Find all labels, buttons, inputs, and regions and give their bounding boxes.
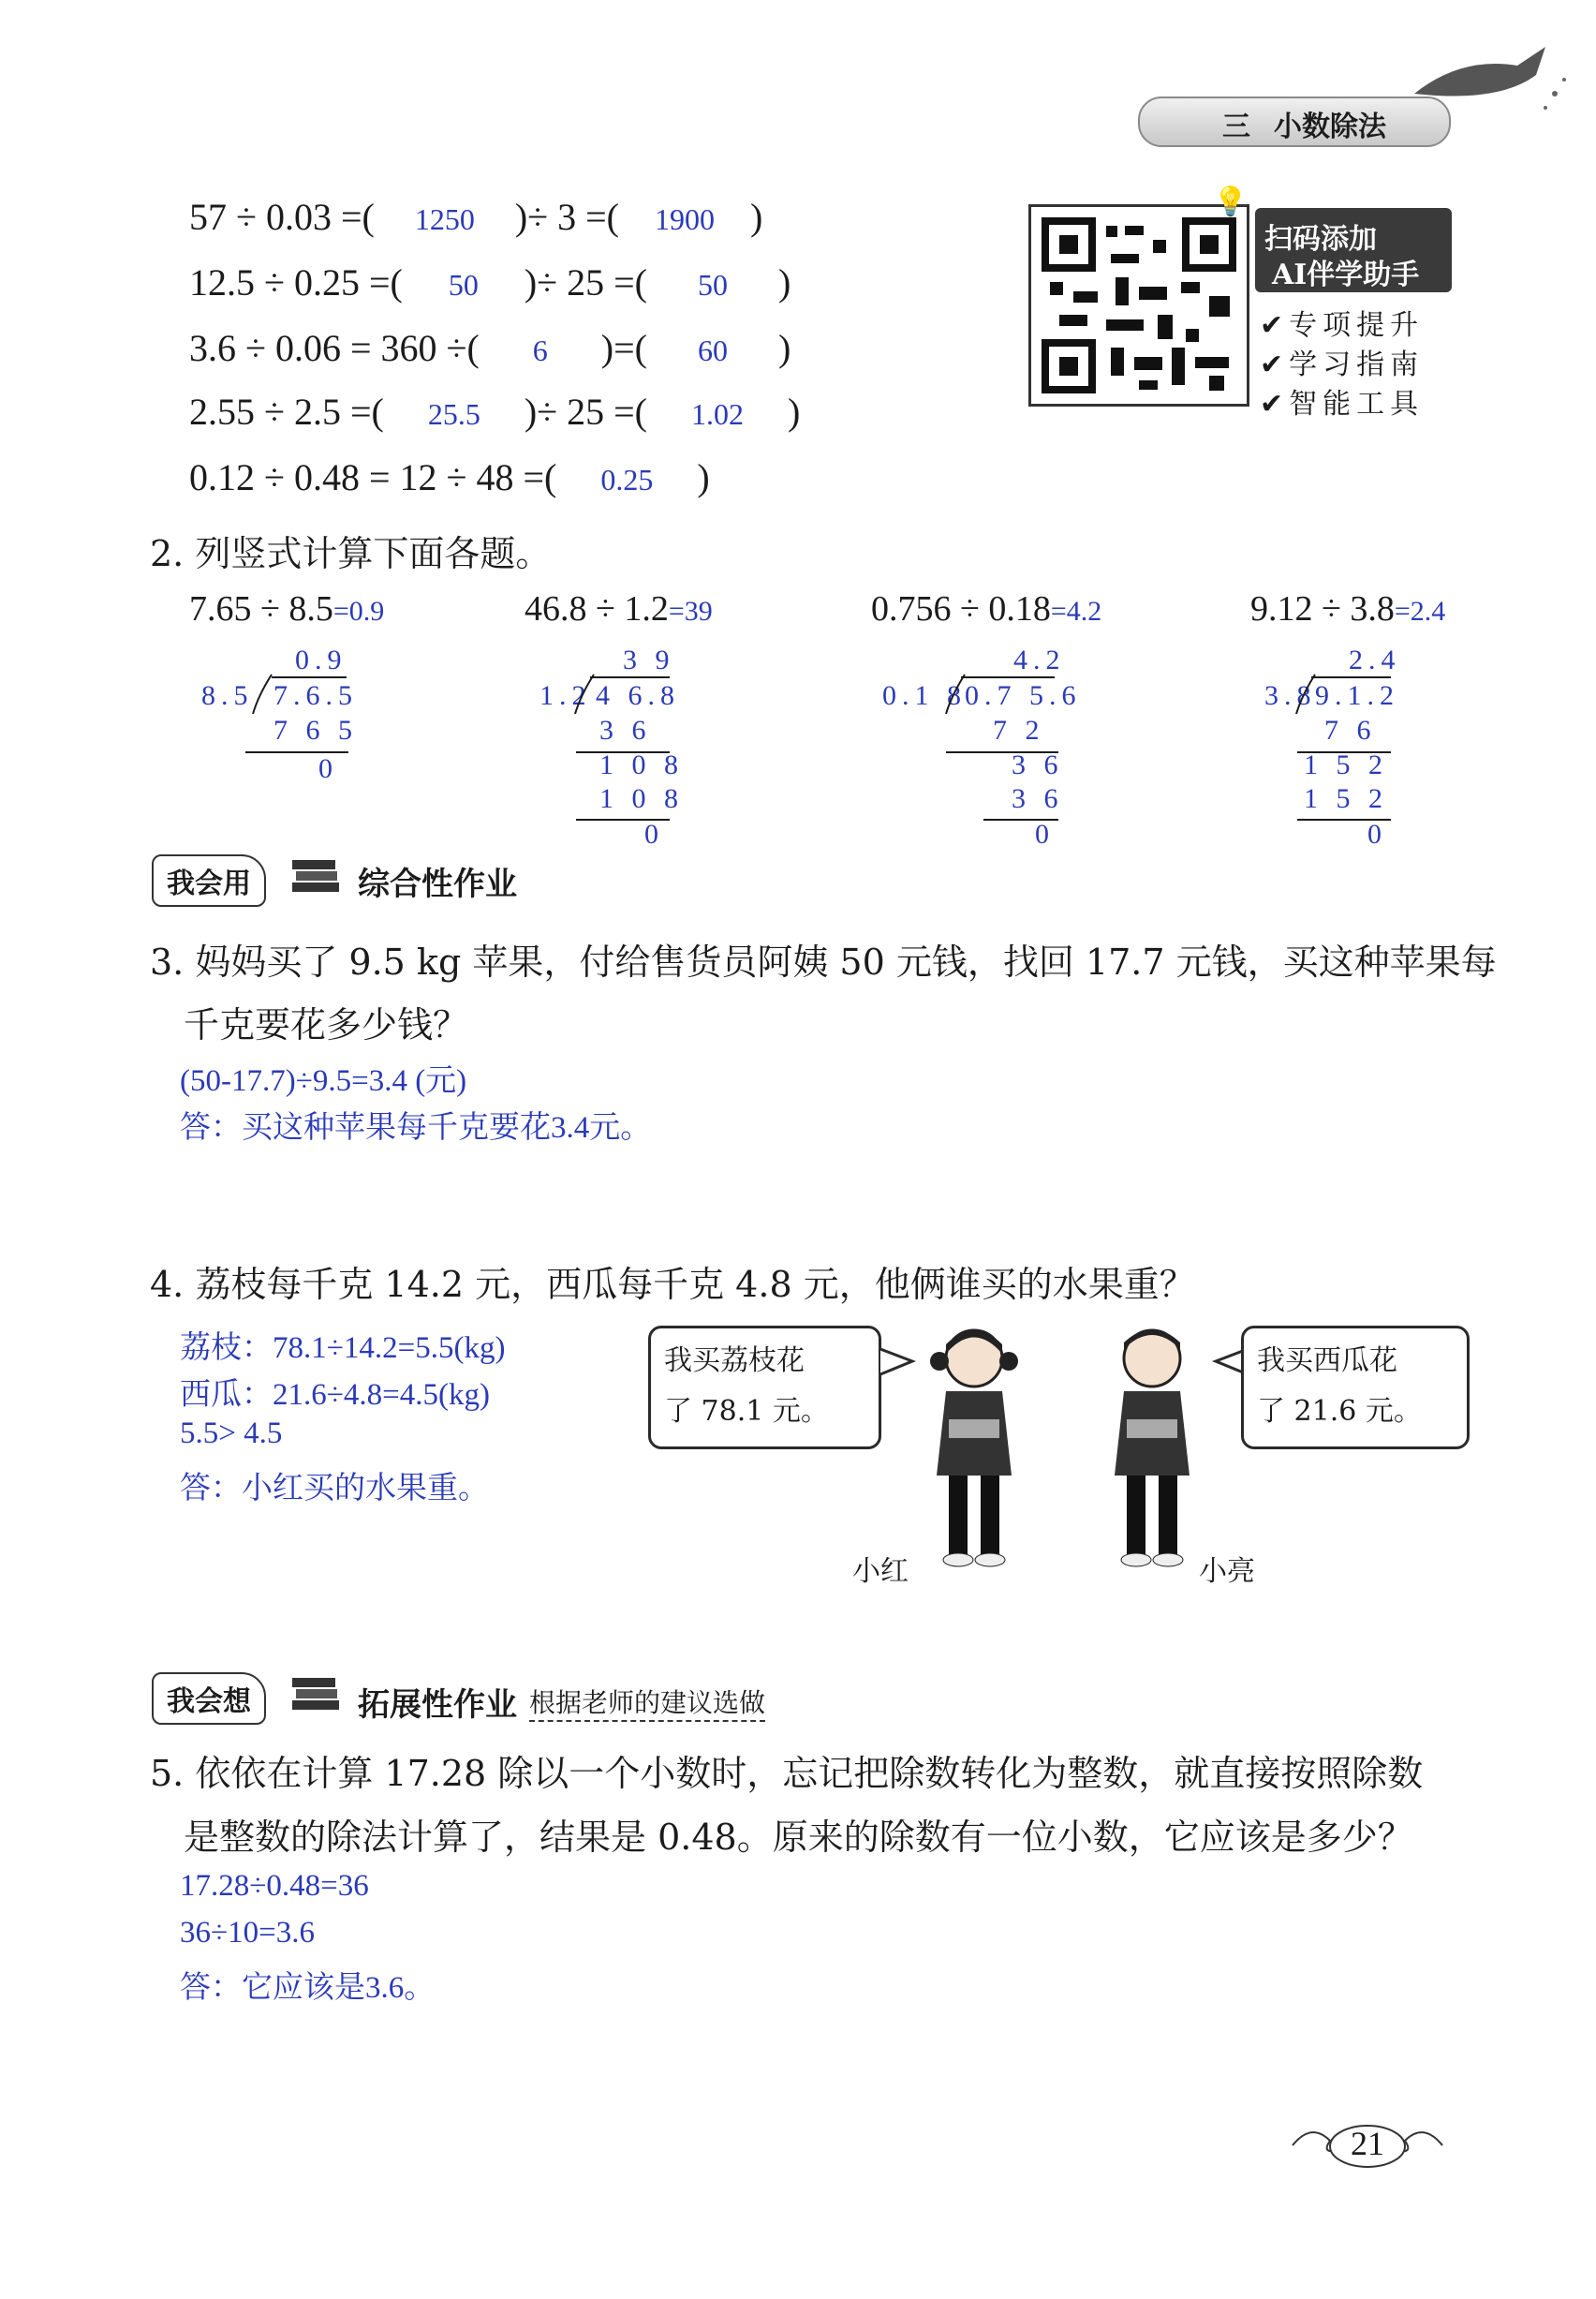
q1-row-2-end: )	[778, 261, 791, 304]
q1-row-3-end: )	[778, 327, 791, 369]
q1-row-3	[189, 326, 791, 370]
q5-line2: 是整数的除法计算了，结果是 0.48。原来的除数有一位小数，它应该是多少？	[184, 1817, 1413, 1858]
check-icon: ✔	[1260, 349, 1290, 381]
q2-p4-result: =2.4	[1394, 596, 1446, 627]
q2-p3-dividend: 0.7 5.6	[965, 680, 1082, 711]
q2-title: 2. 列竖式计算下面各题。	[150, 533, 552, 574]
q2-p2-step1: 3 6	[599, 715, 652, 746]
q4-answer-3: 5.5> 4.5	[180, 1416, 283, 1450]
q2-p3-step3: 3 6	[1012, 783, 1064, 814]
q2-p3-step2: 3 6	[1012, 749, 1064, 780]
q1-row-3-expr: 3.6 ÷ 0.06 = 360 ÷(	[189, 327, 480, 369]
q1-row-5-end: )	[697, 456, 710, 498]
q1-row-2-mid: )÷ 25 =(	[524, 261, 647, 304]
q1-row-5-expr: 0.12 ÷ 0.48 = 12 ÷ 48 =(	[189, 456, 557, 498]
q2-p1-bar	[272, 676, 347, 678]
girl-speech-line1: 我买荔枝花	[664, 1344, 805, 1377]
q2-p4-expr: 9.12 ÷ 3.8=2.4	[1250, 589, 1446, 629]
q2-p3-divisor: 0.1 8	[882, 680, 967, 711]
boy-figure	[1091, 1316, 1213, 1578]
q1-row-1	[189, 195, 762, 239]
q2-p1-expr: 7.65 ÷ 8.5=0.9	[189, 589, 385, 629]
q3-line2: 千克要花多少钱？	[184, 1004, 469, 1046]
girl-speech-line2: 了 78.1 元。	[664, 1395, 829, 1428]
q4-answer-2: 西瓜：21.6÷4.8=4.5(kg)	[180, 1378, 490, 1412]
q1-row-3-answer1: 6	[532, 334, 548, 367]
q3-answer-2: 答：买这种苹果每千克要花3.4元。	[180, 1111, 652, 1145]
q4-line1: 4. 荔枝每千克 14.2 元，西瓜每千克 4.8 元，他俩谁买的水果重？	[150, 1264, 1195, 1305]
q2-p4-step3: 1 5 2	[1304, 783, 1388, 814]
q2-p4-divisor: 3.8	[1264, 680, 1317, 711]
lightbulb-icon: 💡	[1213, 185, 1249, 218]
q1-row-4-expr: 2.55 ÷ 2.5 =(	[189, 391, 384, 433]
boy-speech-line2: 了 21.6 元。	[1257, 1395, 1422, 1428]
section-think-badge: 我会想	[152, 1672, 266, 1725]
q2-p2-step2: 1 0 8	[599, 749, 684, 780]
section-use-badge: 我会用	[152, 854, 266, 907]
q2-p3-result: =4.2	[1050, 596, 1102, 627]
girl-name: 小红	[852, 1555, 909, 1588]
q2-p2-bracket	[573, 673, 598, 719]
q2-p1-result: =0.9	[332, 596, 385, 627]
q2-p4-quotient: 2.4	[1349, 645, 1401, 675]
q2-p2-quotient: 3 9	[623, 645, 675, 675]
q5-answer-1: 17.28÷0.48=36	[180, 1869, 369, 1903]
q1-row-2-expr: 12.5 ÷ 0.25 =(	[189, 261, 403, 304]
q2-p4-step1: 7 6	[1324, 715, 1377, 746]
girl-speech-bubble	[648, 1326, 881, 1449]
books-icon	[288, 1672, 343, 1719]
q1-row-2-answer2: 50	[698, 268, 728, 302]
qr-feature-3: ✔智能工具	[1260, 388, 1425, 421]
q1-row-4-mid: )÷ 25 =(	[524, 391, 647, 433]
q5-answer-2: 36÷10=3.6	[180, 1916, 315, 1950]
q2-p2-result: =39	[668, 596, 713, 627]
girl-bubble-tail	[880, 1344, 918, 1386]
section-think-label: 拓展性作业	[358, 1686, 517, 1724]
boy-name: 小亮	[1199, 1555, 1255, 1588]
q1-row-5-answer1: 0.25	[600, 463, 654, 497]
q2-p2-step4: 0	[644, 819, 664, 850]
q2-p2-bar	[590, 676, 670, 678]
qr-feature-2: ✔学习指南	[1260, 349, 1425, 381]
q2-p1-step2: 0	[318, 753, 338, 784]
check-icon: ✔	[1260, 309, 1290, 342]
q2-p4-step2: 1 5 2	[1304, 749, 1388, 780]
q2-p3-expr: 0.756 ÷ 0.18=4.2	[871, 589, 1102, 629]
q2-p4-bar	[1311, 676, 1391, 678]
q1-row-1-mid: )÷ 3 =(	[514, 196, 619, 238]
boy-speech-line1: 我买西瓜花	[1257, 1344, 1397, 1377]
q1-row-5	[189, 455, 710, 499]
q2-p2-step3: 1 0 8	[599, 783, 684, 814]
q2-p1-step1: 7 6 5	[273, 715, 358, 746]
q1-row-1-answer2: 1900	[655, 202, 715, 236]
q1-row-4-answer1: 25.5	[427, 397, 480, 431]
q2-p1-divisor: 8.5	[201, 680, 254, 711]
chapter-number: 三	[1222, 111, 1250, 143]
girl-figure	[913, 1316, 1035, 1578]
section-think-note: 根据老师的建议选做	[529, 1683, 765, 1722]
header-decoration	[1405, 37, 1574, 126]
qr-title-line2: AI伴学助手	[1272, 259, 1420, 291]
q2-p4-step4: 0	[1367, 819, 1387, 850]
q1-row-2	[189, 260, 791, 304]
q2-p1-dividend: 7.6.5	[273, 680, 358, 711]
q1-row-4-answer2: 1.02	[691, 397, 744, 431]
boy-speech-bubble	[1241, 1326, 1470, 1449]
q1-row-3-answer2: 60	[698, 334, 728, 367]
page-number: 21	[1351, 2125, 1384, 2162]
q2-p2-expr: 46.8 ÷ 1.2=39	[525, 589, 713, 629]
q4-answer-4: 答：小红买的水果重。	[180, 1472, 489, 1505]
q5-line1: 5. 依依在计算 17.28 除以一个小数时，忘记把除数转化为整数，就直接按照除数	[150, 1753, 1424, 1794]
q2-p4-dividend: 9.1.2	[1315, 680, 1399, 711]
q3-answer-1: (50-17.7)÷9.5=3.4 (元)	[180, 1064, 467, 1098]
q2-p3-quotient: 4.2	[1013, 645, 1066, 675]
q2-p2-divisor: 1.2	[539, 680, 592, 711]
qr-feature-1: ✔专项提升	[1260, 309, 1425, 342]
q2-p3-bar	[961, 676, 1055, 678]
check-icon: ✔	[1260, 388, 1290, 421]
q1-row-4-end: )	[788, 391, 801, 433]
q2-p1-quotient: 0.9	[295, 645, 347, 675]
q1-row-1-end: )	[750, 196, 763, 238]
q5-answer-3: 答：它应该是3.6。	[180, 1971, 436, 2005]
q1-row-1-answer1: 1250	[414, 202, 475, 236]
chapter-title: 小数除法	[1274, 111, 1386, 143]
q2-p1-bracket	[251, 673, 275, 719]
qr-code[interactable]	[1028, 204, 1249, 407]
q1-row-1-expr: 57 ÷ 0.03 =(	[189, 196, 375, 238]
books-icon	[288, 854, 343, 901]
q1-row-4	[189, 390, 800, 434]
qr-title-line1: 扫码添加	[1264, 223, 1377, 256]
q3-line1: 3. 妈妈买了 9.5 kg 苹果，付给售货员阿姨 50 元钱，找回 17.7 元钱，买这种苹果每	[150, 942, 1497, 983]
section-use-label: 综合性作业	[358, 866, 517, 903]
q2-p3-step1: 7 2	[993, 715, 1045, 746]
q2-p2-dividend: 4 6.8	[596, 680, 680, 711]
q4-answer-1: 荔枝：78.1÷14.2=5.5(kg)	[180, 1331, 506, 1365]
q1-row-2-answer1: 50	[448, 268, 479, 302]
q1-row-3-mid: )=(	[600, 327, 647, 369]
q2-p3-step4: 0	[1035, 819, 1055, 850]
